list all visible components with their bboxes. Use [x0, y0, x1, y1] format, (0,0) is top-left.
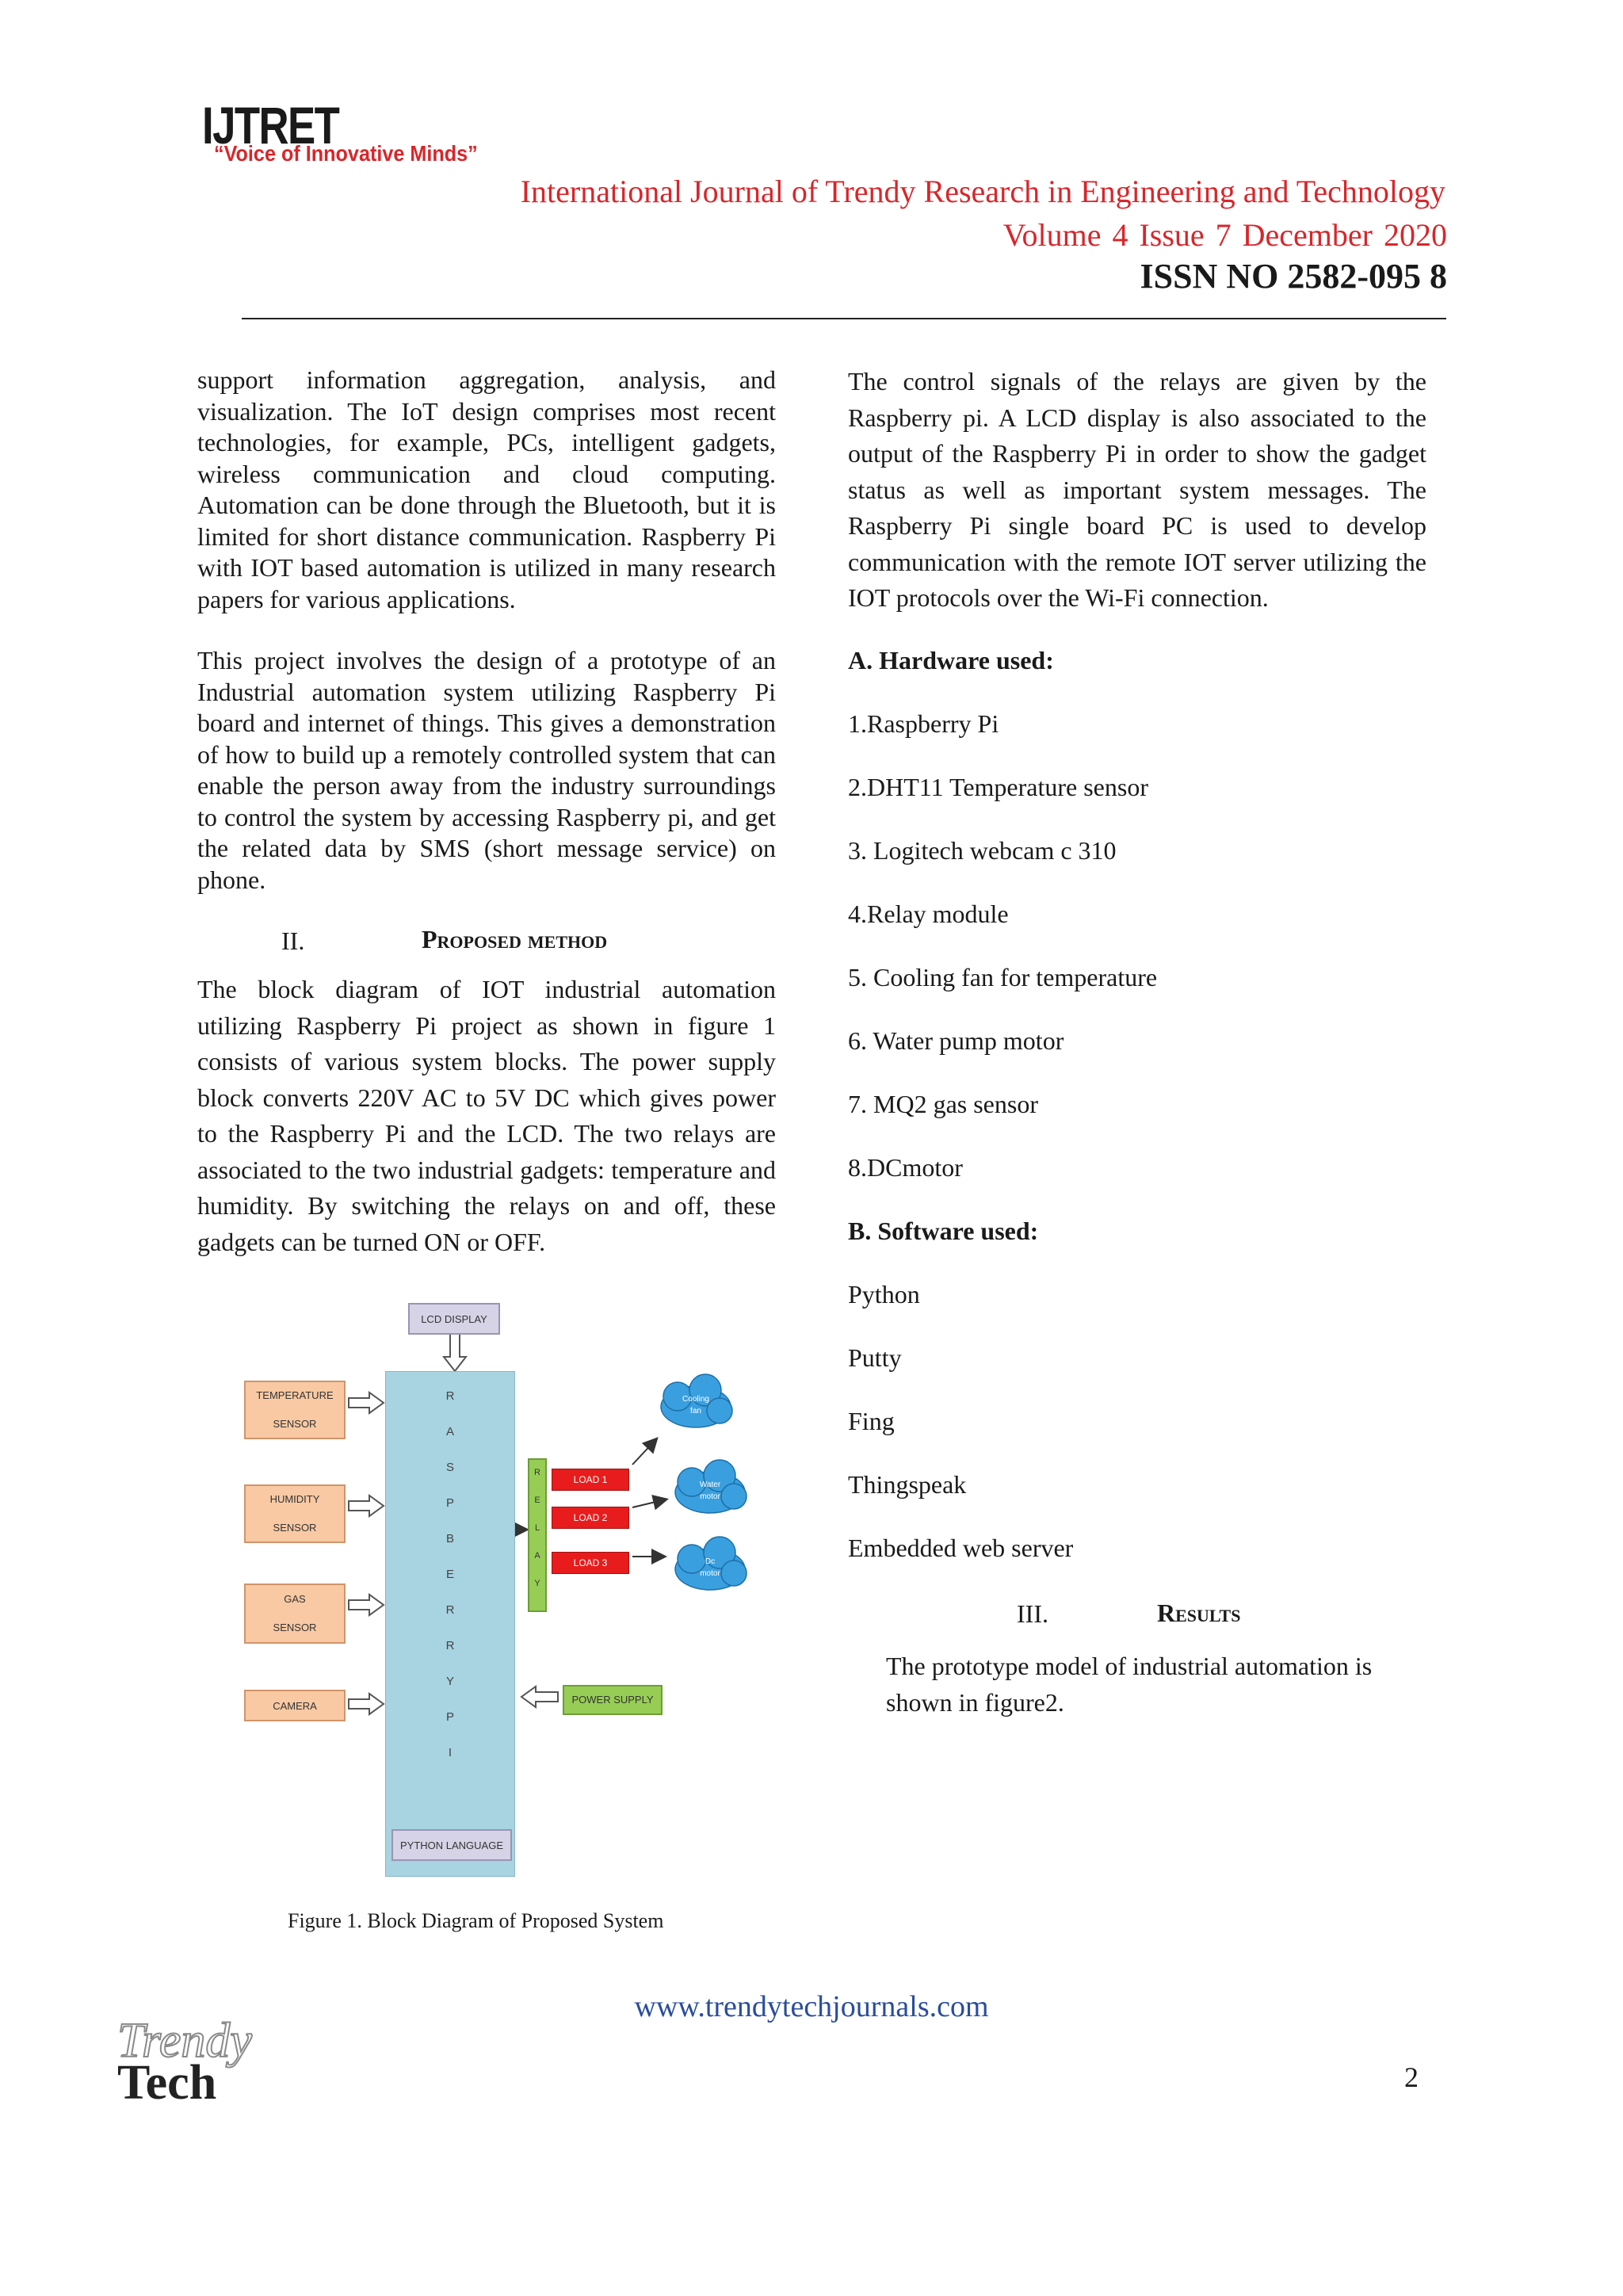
paragraph-text: This project involves the design of a prototype of an Industrial automation system utilizing Raspberry Pi board and internet of things. This gives a demonstration of how to build up a remotely controlled system that can enable the person away from the industry surroundings to control the system by accessing Raspberry pi, and get the related data by SMS (short message service) on phone.: [197, 646, 776, 894]
cloud-text: Cooling: [682, 1395, 709, 1404]
load-2-block: [552, 1507, 629, 1529]
relay-letter: Y: [534, 1579, 540, 1588]
results-paragraph: [886, 1648, 1441, 1721]
lcd-display-block: [408, 1303, 500, 1335]
cloud-water-motor-label: [686, 1479, 734, 1503]
hardware-heading: A. Hardware used:: [848, 646, 1054, 674]
logo-text-top: Trendy: [117, 2014, 252, 2068]
block-label: SENSOR: [273, 1418, 317, 1430]
temperature-sensor-block: [244, 1381, 346, 1439]
block-label: LCD DISPLAY: [421, 1312, 487, 1325]
raspberry-pi-block: [385, 1371, 515, 1877]
cloud-text: motor: [700, 1569, 720, 1578]
hardware-item: 7. MQ2 gas sensor: [848, 1090, 1038, 1118]
software-item: Python: [848, 1280, 920, 1308]
block-label: SENSOR: [273, 1522, 317, 1534]
figure-1-caption: Figure 1. Block Diagram of Proposed System: [288, 1909, 664, 1932]
rasp-letter: Y: [445, 1675, 454, 1688]
right-paragraph-1: [848, 364, 1426, 617]
journal-volume: Volume 4 Issue 7 December 2020: [1002, 217, 1447, 253]
cloud-text: Dc: [705, 1557, 716, 1566]
software-item: Putty: [848, 1343, 902, 1372]
left-paragraph-2: [197, 645, 776, 896]
gas-sensor-block: [244, 1584, 346, 1644]
gas-arrow: [349, 1595, 384, 1615]
journal-website-link[interactable]: www.trendytechjournals.com: [634, 1990, 989, 2023]
rasp-letter: S: [445, 1461, 454, 1474]
relay-letter: L: [534, 1523, 540, 1533]
block-label: POWER SUPPLY: [571, 1694, 654, 1706]
paragraph-text: The control signals of the relays are given by the Raspberry pi. A LCD display is also associated to the output of the Raspberry Pi in order to show the gadget status as well as important system messages. The Raspberry Pi single board PC is used to develop communication with the remote IOT server utilizing the IOT protocols over the Wi-Fi connection.: [848, 367, 1426, 612]
block-label: PYTHON LANGUAGE: [399, 1839, 504, 1851]
block-label: LOAD 3: [573, 1557, 608, 1568]
rasp-letter: I: [448, 1746, 453, 1759]
journal-tagline: “Voice of Innovative Minds”: [214, 141, 478, 166]
cloud-cooling-fan-label: [672, 1393, 720, 1417]
rasp-letter: B: [445, 1532, 454, 1545]
hardware-item: 2.DHT11 Temperature sensor: [848, 773, 1148, 801]
cloud-text: motor: [700, 1492, 720, 1501]
paragraph-text: The block diagram of IOT industrial automation utilizing Raspberry Pi project as shown in figure 1 consists of various system blocks. The power supply block converts 220V AC to 5V DC which gives power to the Raspberry Pi and the LCD. The two relays are associated to the two industrial gadgets: temperature and humidity. By switching the relays on and off, these gadgets can be turned ON or OFF.: [197, 975, 776, 1256]
hardware-item: 8.DCmotor: [848, 1153, 963, 1182]
cloud-text: fan: [690, 1407, 701, 1415]
block-label: LOAD 2: [573, 1512, 608, 1523]
rasp-letter: R: [445, 1389, 455, 1403]
journal-issn: ISSN NO 2582-095 8: [1140, 257, 1447, 296]
block-label: TEMPERATURE: [256, 1389, 334, 1401]
hardware-item: 5. Cooling fan for temperature: [848, 963, 1158, 991]
load-1-block: [552, 1469, 629, 1491]
hardware-item: 1.Raspberry Pi: [848, 709, 999, 738]
camera-arrow: [349, 1694, 384, 1714]
load2-arrow: [632, 1499, 666, 1507]
rasp-letter: P: [445, 1710, 454, 1724]
left-paragraph-1: [197, 365, 776, 615]
block-label: CAMERA: [273, 1699, 317, 1712]
power-arrow: [521, 1687, 558, 1707]
relay-letter: R: [534, 1468, 540, 1477]
journal-title: International Journal of Trendy Research in Engineering and Technology: [520, 174, 1445, 209]
load1-arrow: [632, 1439, 656, 1465]
section-2-title: Proposed method: [422, 925, 608, 953]
cloud-text: Water: [699, 1480, 721, 1489]
power-supply-block: [563, 1685, 663, 1715]
rasp-letter: E: [445, 1568, 454, 1581]
rasp-letter: R: [445, 1639, 455, 1652]
block-label: HUMIDITY: [269, 1493, 320, 1505]
load-3-block: [552, 1552, 629, 1574]
section-3-title: Results: [1157, 1599, 1241, 1627]
trendy-tech-logo: [117, 2014, 252, 2110]
camera-block: [244, 1690, 346, 1721]
paragraph-text: The prototype model of industrial automation is shown in figure2.: [886, 1652, 1373, 1717]
block-label: GAS: [284, 1593, 306, 1605]
software-item: Thingspeak: [848, 1470, 967, 1499]
left-paragraph-3: [197, 972, 776, 1260]
humidity-sensor-block: [244, 1484, 346, 1543]
rasp-letter: A: [445, 1425, 454, 1438]
journal-logo: IJTRET: [202, 96, 339, 155]
logo-text-bottom: Tech: [117, 2056, 217, 2110]
page-number: 2: [1404, 2061, 1419, 2093]
paragraph-text: support information aggregation, analysis, and visualization. The IoT design comprises most recent technologies, for example, PCs, intelligent gadgets, wireless communication and cloud computing. Automation can be done through the Bluetooth, but it is limited for short distance communication. Raspberry Pi with IOT based automation is utilized in many research papers for various applications.: [197, 365, 776, 613]
python-language-block: [391, 1829, 512, 1861]
hardware-item: 3. Logitech webcam c 310: [848, 836, 1117, 865]
software-item: Embedded web server: [848, 1534, 1074, 1562]
software-item: Fing: [848, 1407, 895, 1435]
block-label: SENSOR: [273, 1622, 317, 1633]
cloud-dc-motor-label: [686, 1556, 734, 1580]
relay-block: [528, 1458, 547, 1612]
hardware-item: 4.Relay module: [848, 900, 1009, 928]
relay-letter: E: [534, 1496, 540, 1505]
lcd-arrow: [444, 1333, 466, 1371]
temp-arrow: [349, 1392, 384, 1413]
software-heading: B. Software used:: [848, 1217, 1039, 1245]
humidity-arrow: [349, 1496, 384, 1516]
rasp-letter: P: [445, 1496, 454, 1510]
header-divider: [242, 318, 1446, 319]
section-2-number: II.: [281, 926, 305, 955]
rasp-letter: R: [445, 1603, 455, 1617]
relay-letter: A: [534, 1551, 540, 1561]
hardware-item: 6. Water pump motor: [848, 1026, 1064, 1055]
block-label: LOAD 1: [573, 1474, 608, 1485]
block-diagram-figure: [230, 1292, 785, 1878]
section-3-number: III.: [1017, 1599, 1048, 1628]
